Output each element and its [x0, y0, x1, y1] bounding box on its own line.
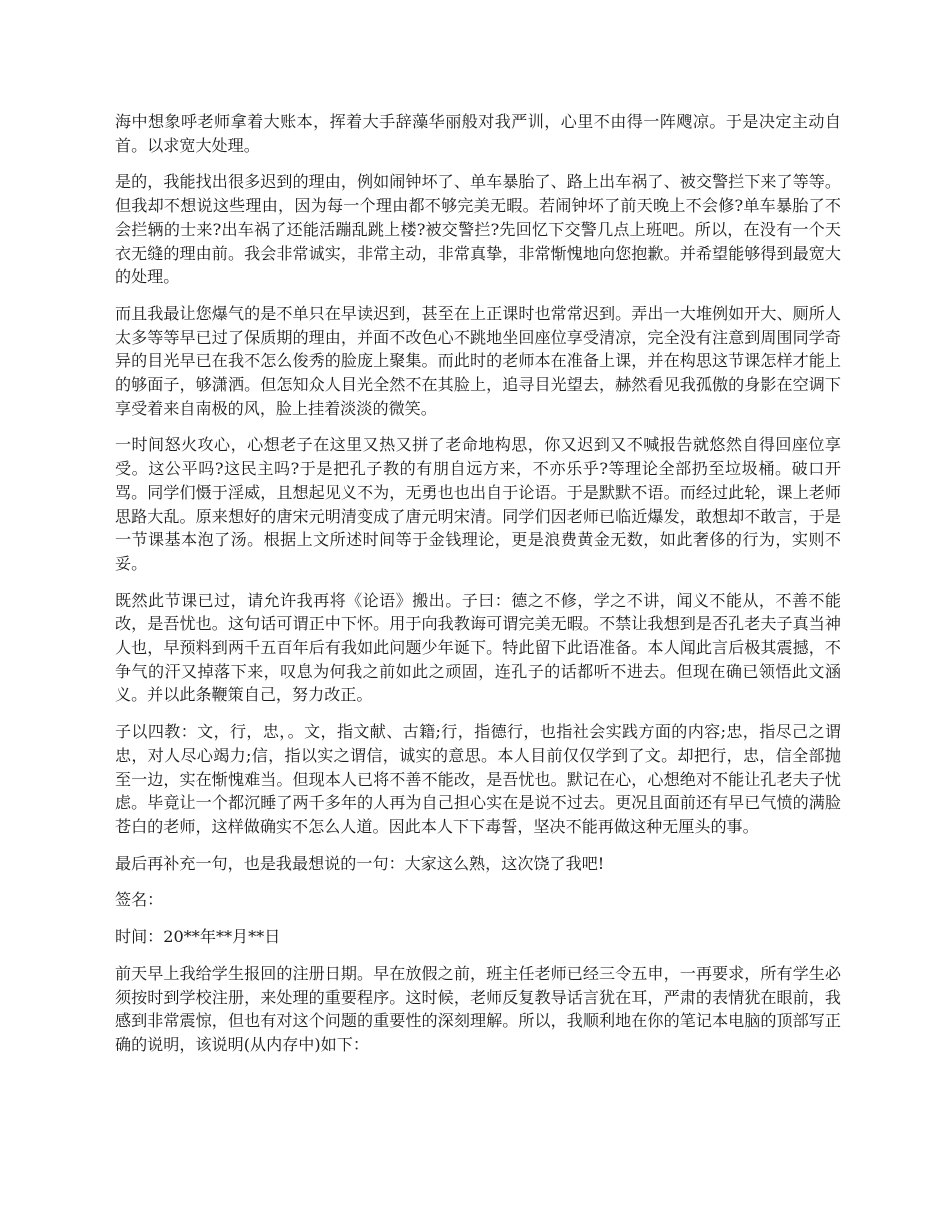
- closing-line: 最后再补充一句，也是我最想说的一句：大家这么熟，这次饶了我吧!: [115, 853, 605, 873]
- date-line: 时间：20**年**月**日: [115, 927, 281, 947]
- paragraph: 前天早上我给学生报回的注册日期。早在放假之前，班主任老师已经三令五申，一再要求，所有学生必须按时到学校注册，来处理的重要程序。这时候，老师反复教导话言犹在耳，严肃的表情犹在眼前，我感到非常震惊，但也有对这个问题的重要性的深刻理解。所以，我顺利地在你的笔记本电脑的顶部写正确的说明，该说明(从内存中)如下：: [115, 963, 841, 1054]
- signature-line: 签名：: [115, 890, 164, 910]
- paragraph: 子以四教：文，行，忠，。文，指文献、古籍;行，指德行，也指社会实践方面的内容;忠，指尽己之谓忠，对人尽心竭力;信，指以实之谓信，诚实的意思。本人目前仅仅学到了文。却把行，忠，信全部抛至一边，实在惭愧难当。但现本人已将不善不能改，是吾忧也。默记在心，心想绝对不能让孔老夫子忧虑。毕竟让一个都沉睡了两千多年的人再为自己担心实在是说不过去。更况且面前还有早已气愤的满脸苍白的老师，这样做确实不怎么人道。因此本人下下毒誓，坚决不能再做这种无厘头的事。: [115, 722, 841, 836]
- paragraph: 既然此节课已过，请允许我再将《论语》搬出。子曰：德之不修，学之不讲，闻义不能从，不善不能改，是吾忧也。这句话可谓正中下怀。用于向我教诲可谓完美无暇。不禁让我想到是否孔老夫子真当神人也，早预料到两千五百年后有我如此问题少年诞下。特此留下此语准备。本人闻此言后极其震撼，不争气的汗又掉落下来，叹息为何我之前如此之顽固，连孔子的话都听不进去。但现在确已领悟此文涵义。并以此条鞭策自己，努力改正。: [115, 590, 841, 705]
- paragraph: 海中想象呼老师拿着大账本，挥着大手辞藻华丽般对我严训，心里不由得一阵飕凉。于是决定主动自首。以求宽大处理。: [115, 112, 841, 155]
- paragraph: 是的，我能找出很多迟到的理由，例如闹钟坏了、单车暴胎了、路上出车祸了、被交警拦下来了等等。但我却不想说这些理由，因为每一个理由都不够完美无暇。若闹钟坏了前天晚上不会修?单车暴胎了不会拦辆的士来?出车祸了还能活蹦乱跳上楼?被交警拦?先回忆下交警几点上班吧。所以，在没有一个天衣无缝的理由前。我会非常诚实，非常主动，非常真挚，非常惭愧地向您抱歉。并希望能够得到最宽大的处理。: [115, 172, 841, 287]
- paragraph: 一时间怒火攻心，心想老子在这里又热又拼了老命地构思，你又迟到又不喊报告就悠然自得回座位享受。这公平吗?这民主吗?于是把孔子教的有朋自远方来，不亦乐乎?等理论全部扔至垃圾桶。破口开骂。同学们慑于淫威，且想起见义不为，无勇也也出自于论语。于是默默不语。而经过此轮，课上老师思路大乱。原来想好的唐宋元明清变成了唐元明宋清。同学们因老师已临近爆发，敢想却不敢言，于是一节课基本泡了汤。根据上文所述时间等于金钱理论，更是浪费黄金无数，如此奢侈的行为，实则不妥。: [115, 435, 841, 573]
- document-body: [115, 110, 841, 1070]
- paragraph: 而且我最让您爆气的是不单只在早读迟到，甚至在上正课时也常常迟到。弄出一大堆例如开大、厕所人太多等等早已过了保质期的理由，并面不改色心不跳地坐回座位享受清凉，完全没有注意到周围同学奇异的目光早已在我不怎么俊秀的脸庞上聚集。而此时的老师本在准备上课，并在构思这节课怎样才能上的够面子，够潇洒。但怎知众人目光全然不在其脸上，追寻目光望去，赫然看见我孤傲的身影在空调下享受着来自南极的风，脸上挂着淡淡的微笑。: [115, 303, 841, 418]
